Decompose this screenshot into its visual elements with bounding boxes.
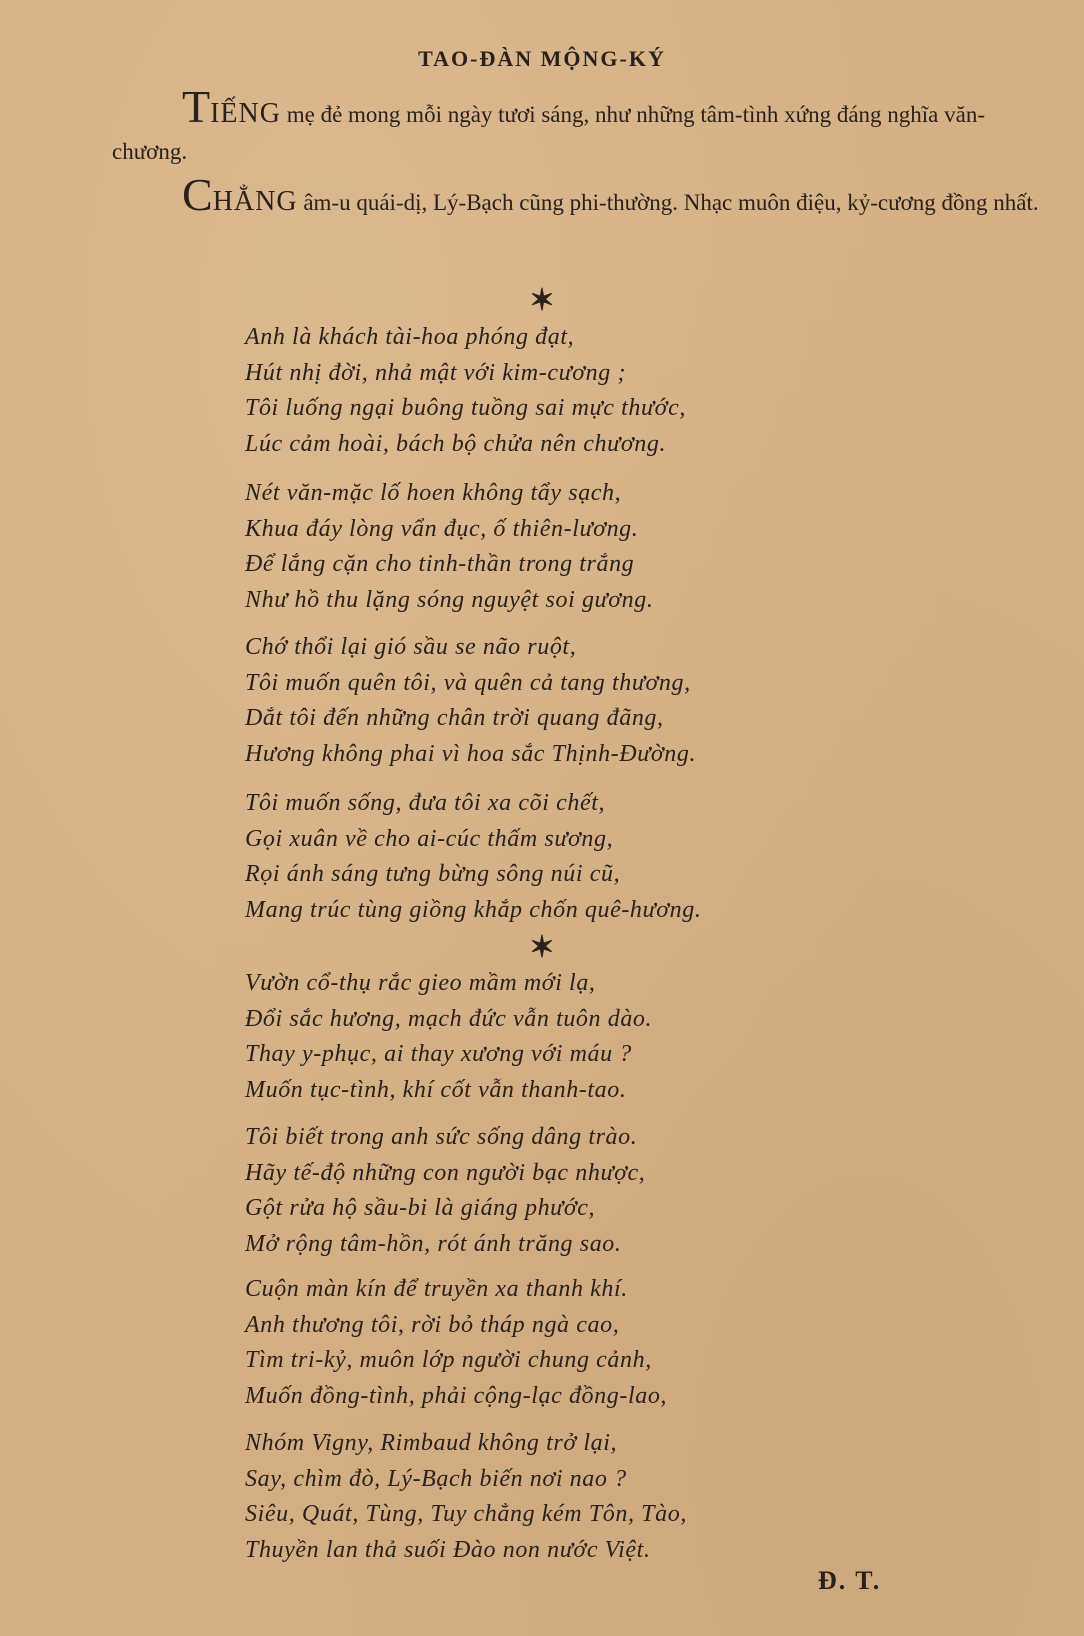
poem-line: Thuyền lan thả suối Đào non nước Việt. <box>245 1536 651 1563</box>
poem-line: Cuộn màn kín để truyền xa thanh khí. <box>245 1276 628 1302</box>
author-signature: Đ. T. <box>818 1566 882 1595</box>
star-ornament: ✶ <box>529 284 555 317</box>
stanza <box>245 476 653 618</box>
poem-line: Đổi sắc hương, mạch đức vẫn tuôn dào. <box>245 1005 653 1032</box>
stanza <box>245 786 701 928</box>
poem-line: Mang trúc tùng giồng khắp chốn quê-hương. <box>245 896 702 923</box>
poem-line: Để lắng cặn cho tinh-thần trong trắng <box>245 551 635 577</box>
poem-line: Siêu, Quát, Tùng, Tuy chẳng kém Tôn, Tào, <box>245 1501 687 1527</box>
poem-line: Dắt tôi đến những chân trời quang đãng, <box>245 705 664 731</box>
intro-paragraph-1 <box>112 81 1052 170</box>
poem-line: Gọi xuân về cho ai-cúc thấm sương, <box>245 825 614 852</box>
intro-paragraph-2 <box>112 169 1052 221</box>
stanza <box>245 1426 687 1568</box>
poem-line: Mở rộng tâm-hồn, rót ánh trăng sao. <box>245 1230 622 1257</box>
poem-line: Hương không phai vì hoa sắc Thịnh-Đường. <box>245 740 697 767</box>
poem-line: Hút nhị đời, nhả mật với kim-cương ; <box>245 359 627 386</box>
star-ornament: ✶ <box>529 931 555 964</box>
intro-text: mẹ đẻ mong mỗi ngày tươi sáng, như những tâm-tình xứng đáng nghĩa văn-chương. <box>112 102 985 164</box>
intro-paragraphs <box>112 81 1052 221</box>
poem-line: Hãy tế-độ những con người bạc nhược, <box>245 1159 646 1186</box>
poem-line: Muốn đồng-tình, phải cộng-lạc đồng-lao, <box>245 1382 668 1409</box>
poem-line: Nét văn-mặc lố hoen không tẩy sạch, <box>245 480 622 506</box>
poem-line: Muốn tục-tình, khí cốt vẫn thanh-tao. <box>245 1076 627 1103</box>
stanza <box>245 320 686 462</box>
small-caps-word: HẲNG <box>212 186 298 217</box>
poem-line: Anh là khách tài-hoa phóng đạt, <box>245 324 575 350</box>
drop-cap: T <box>182 81 211 132</box>
poem-line: Tìm tri-kỷ, muôn lớp người chung cảnh, <box>245 1347 652 1373</box>
poem-line: Nhóm Vigny, Rimbaud không trở lại, <box>245 1430 618 1456</box>
stanza <box>245 1272 667 1414</box>
poem-line: Chớ thổi lại gió sầu se não ruột, <box>245 634 577 660</box>
poem-line: Vườn cổ-thụ rắc gieo mầm mới lạ, <box>245 970 596 996</box>
poem-line: Như hồ thu lặng sóng nguyệt soi gương. <box>245 586 654 613</box>
poem-line: Thay y-phục, ai thay xương với máu ? <box>245 1041 632 1067</box>
stanza <box>245 966 652 1108</box>
poem-line: Gột rửa hộ sầu-bi là giáng phước, <box>245 1195 596 1221</box>
poem-line: Anh thương tôi, rời bỏ tháp ngà cao, <box>245 1311 620 1338</box>
poem-line: Tôi biết trong anh sức sống dâng trào. <box>245 1124 638 1150</box>
poem-line: Say, chìm đò, Lý-Bạch biến nơi nao ? <box>245 1465 627 1492</box>
poem-line: Tôi luống ngại buông tuồng sai mực thước, <box>245 395 686 421</box>
stanza <box>245 1120 645 1262</box>
running-head: TAO-ĐÀN MỘNG-KÝ <box>418 46 666 71</box>
poem-line: Khua đáy lòng vẩn đục, ố thiên-lương. <box>245 515 639 542</box>
stanza <box>245 630 696 772</box>
small-caps-word: IẾNG <box>210 98 281 129</box>
poem-line: Tôi muốn quên tôi, và quên cả tang thương, <box>245 669 691 696</box>
poem-line: Lúc cảm hoài, bách bộ chửa nên chương. <box>245 430 667 457</box>
intro-text: âm-u quái-dị, Lý-Bạch cũng phi-thường. Nhạc muôn điệu, kỷ-cương đồng nhất. <box>297 190 1039 215</box>
poem-line: Rọi ánh sáng tưng bừng sông núi cũ, <box>245 861 621 887</box>
drop-cap: C <box>182 169 213 220</box>
poem-line: Tôi muốn sống, đưa tôi xa cõi chết, <box>245 790 606 816</box>
